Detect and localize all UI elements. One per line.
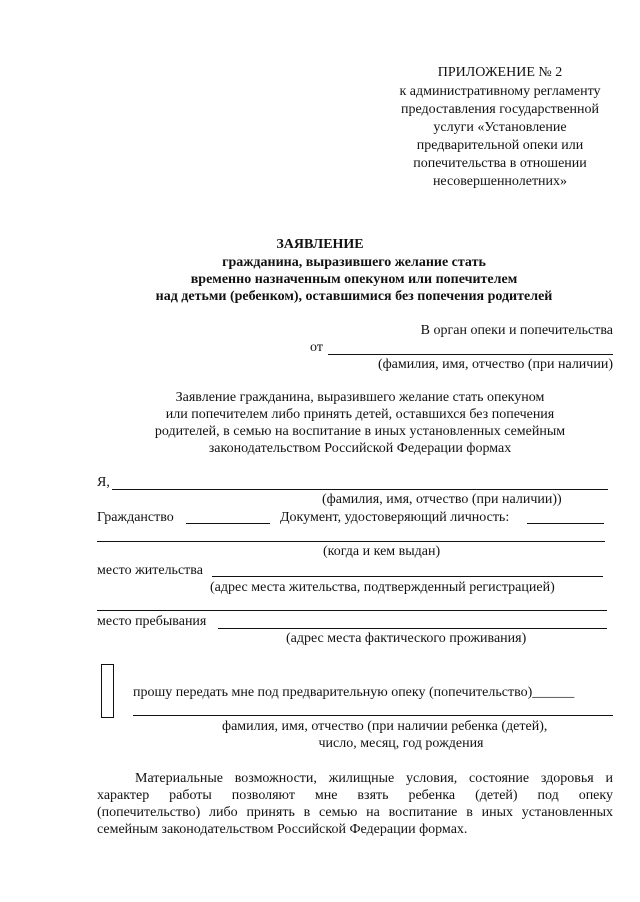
document-title: ЗАЯВЛЕНИЕ [276,237,364,252]
heading-line: над детьми (ребенком), оставшимися без попечения родителей [155,289,553,304]
residence-label: место жительства [97,563,203,578]
intro-line: Заявление гражданина, выразившего желание стать опекуном [175,390,545,405]
document-hint: (когда и кем выдан) [323,544,441,559]
document-label: Документ, удостоверяющий личность: [280,510,510,525]
paragraph-line: семейным законодательством Российской Федерации формах. [97,822,468,837]
stay-label: место пребывания [97,614,207,629]
request-text: прошу передать мне под предварительную опеку (попечительство)______ [133,685,575,700]
i-label: Я, [97,475,110,490]
paragraph-line: характер работы позволяют мне взять ребенка (детей) под опеку [97,788,613,803]
from-hint: (фамилия, имя, отчество (при наличии) [377,357,613,372]
appendix-line: попечительства в отношении [413,156,587,171]
request-trailing-blank: ______ [532,685,575,700]
fio-field-line[interactable] [112,489,608,490]
appendix-line: несовершеннолетних» [432,174,568,189]
intro-line: родителей, в семью на воспитание в иных установленных семейным [154,424,566,439]
appendix-line: предоставления государственной [400,102,600,117]
fio-hint: (фамилия, имя, отчество (при наличии)) [322,492,562,507]
child-hint-line2: число, месяц, год рождения [318,736,484,751]
residence-field-line[interactable] [212,576,603,577]
citizenship-field-line[interactable] [186,523,270,524]
document-field-line[interactable] [527,523,604,524]
heading-line: гражданина, выразившего желание стать [222,255,486,270]
appendix-title: ПРИЛОЖЕНИЕ № 2 [437,65,563,80]
residence-hint: (адрес места жительства, подтвержденный регистрацией) [210,580,555,595]
stay-hint: (адрес места фактического проживания) [286,631,527,646]
paragraph-line: Материальные возможности, жилищные условия, состояние здоровья и [135,771,613,786]
paragraph-line: (попечительство) либо принять в семью на воспитание в иных установленных [97,805,613,820]
addressee-to: В орган опеки и попечительства [420,323,613,338]
appendix-line: предварительной опеки или [416,138,584,153]
document-details-line[interactable] [97,541,605,542]
residence-extra-line[interactable] [97,610,607,611]
appendix-line: услуги «Установление [433,120,567,135]
stay-field-line[interactable] [218,628,607,629]
heading-line: временно назначенным опекуном или попечителем [190,272,518,287]
from-label: от [310,340,323,355]
child-hint-line1: фамилия, имя, отчество (при наличии ребенка (детей), [222,719,548,734]
child-field-line[interactable] [133,715,613,716]
citizenship-label: Гражданство [97,510,174,525]
from-field-line[interactable] [328,354,613,355]
intro-line: или попечителем либо принять детей, оставшихся без попечения [165,407,555,422]
request-checkbox[interactable] [101,664,114,718]
appendix-line: к административному регламенту [399,84,601,99]
intro-line: законодательством Российской Федерации формах [208,441,512,456]
